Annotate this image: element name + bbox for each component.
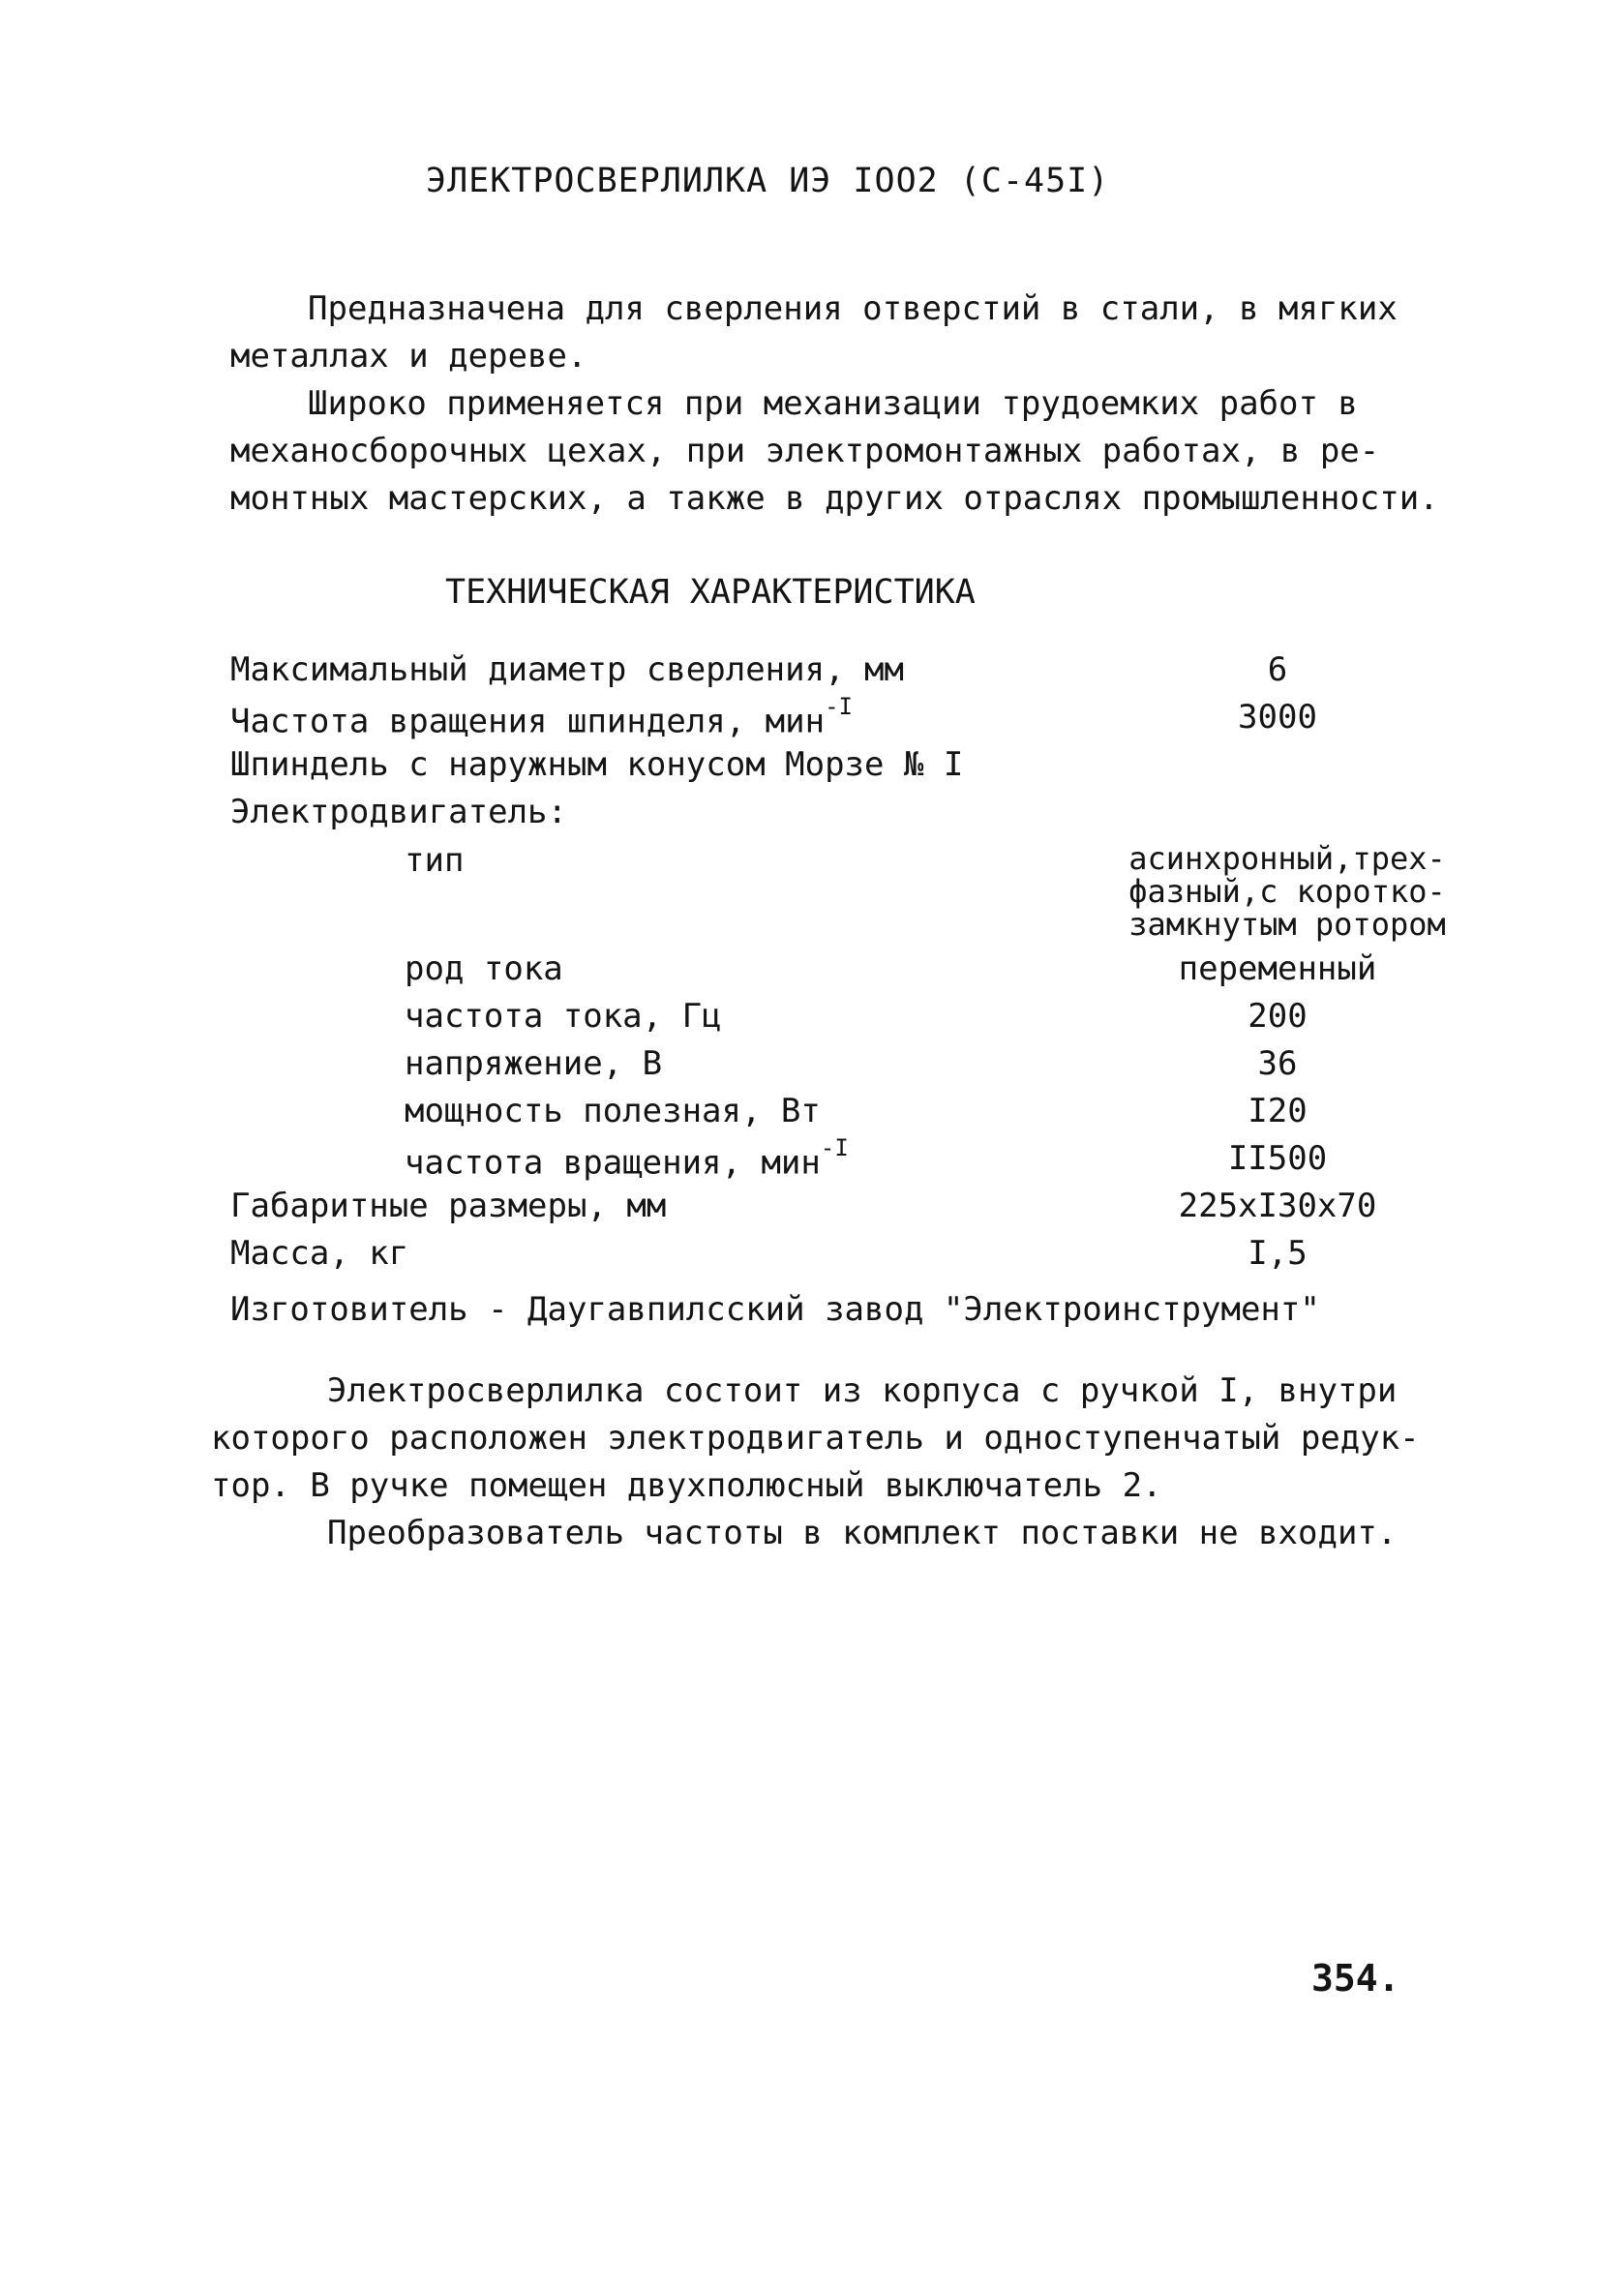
spec-label-spindle-speed-text: Частота вращения шпинделя, мин [230, 702, 826, 741]
spec-value-current-kind: переменный [1178, 949, 1377, 988]
spec-label-rotation-freq-text: частота вращения, мин [405, 1143, 821, 1183]
spec-label-mass: Масса, кг [230, 1234, 409, 1273]
manufacturer-line: Изготовитель - Даугавпилсский завод "Электроинструмент" [230, 1290, 1320, 1329]
spec-value-spindle-speed: 3000 [1238, 698, 1317, 737]
spec-label-voltage: напряжение, В [405, 1044, 663, 1083]
document-title: ЭЛЕКТРОСВЕРЛИЛКА ИЭ IOO2 (С-45I) [426, 162, 1110, 200]
spec-label-current-kind: род тока [405, 949, 563, 988]
spec-label-motor-header: Электродвигатель: [230, 793, 567, 831]
spec-value-power: I20 [1248, 1092, 1308, 1130]
spec-value-voltage: 36 [1257, 1044, 1298, 1083]
spec-label-motor-type: тип [405, 841, 465, 880]
specs-title: ТЕХНИЧЕСКАЯ ХАРАКТЕРИСТИКА [445, 573, 976, 612]
spec-value-mass: I,5 [1248, 1234, 1308, 1273]
spec-value-dimensions: 225хI30х70 [1178, 1187, 1377, 1225]
spec-label-rotation-freq [405, 1134, 849, 1183]
description-line-2: которого расположен электродвигатель и одноступенчатый редук- [211, 1419, 1420, 1458]
spec-label-spindle-cone: Шпиндель с наружным конусом Морзе № I [230, 745, 964, 784]
spec-label-spindle-speed [230, 693, 853, 741]
motor-type-line-3: замкнутым ротором [1128, 906, 1446, 943]
intro-line-1: Предназначена для сверления отверстий в стали, в мягких [308, 289, 1398, 328]
spec-value-rotation-freq: II500 [1227, 1139, 1328, 1178]
spec-value-current-freq: 200 [1248, 997, 1308, 1036]
spec-label-power: мощность полезная, Вт [405, 1092, 821, 1130]
intro-line-5: монтных мастерских, а также в других отраслях промышленности. [230, 479, 1439, 518]
spec-label-spindle-speed-sup: -I [825, 693, 853, 720]
spec-value-motor-type [1103, 842, 1471, 941]
spec-label-max-diameter: Максимальный диаметр сверления, мм [230, 650, 904, 689]
intro-line-2: металлах и дереве. [230, 337, 587, 376]
spec-label-current-freq: частота тока, Гц [405, 997, 722, 1036]
motor-type-line-2: фазный,с коротко- [1128, 873, 1446, 910]
spec-label-rotation-freq-sup: -I [820, 1134, 849, 1161]
intro-line-3: Широко применяется при механизации трудоемких работ в [308, 384, 1358, 423]
spec-label-dimensions: Габаритные размеры, мм [230, 1187, 667, 1225]
description-line-3: тор. В ручке помещен двухполюсный выключатель 2. [211, 1466, 1162, 1505]
description-line-1: Электросверлилка состоит из корпуса с ручкой I, внутри [327, 1371, 1398, 1410]
page-number: 354. [1311, 1957, 1400, 2000]
motor-type-line-1: асинхронный,трех- [1128, 840, 1446, 877]
spec-value-max-diameter: 6 [1267, 650, 1288, 689]
description-line-4: Преобразователь частоты в комплект поставки не входит. [327, 1514, 1398, 1552]
intro-line-4: механосборочных цехах, при электромонтажных работах, в ре- [230, 432, 1380, 470]
